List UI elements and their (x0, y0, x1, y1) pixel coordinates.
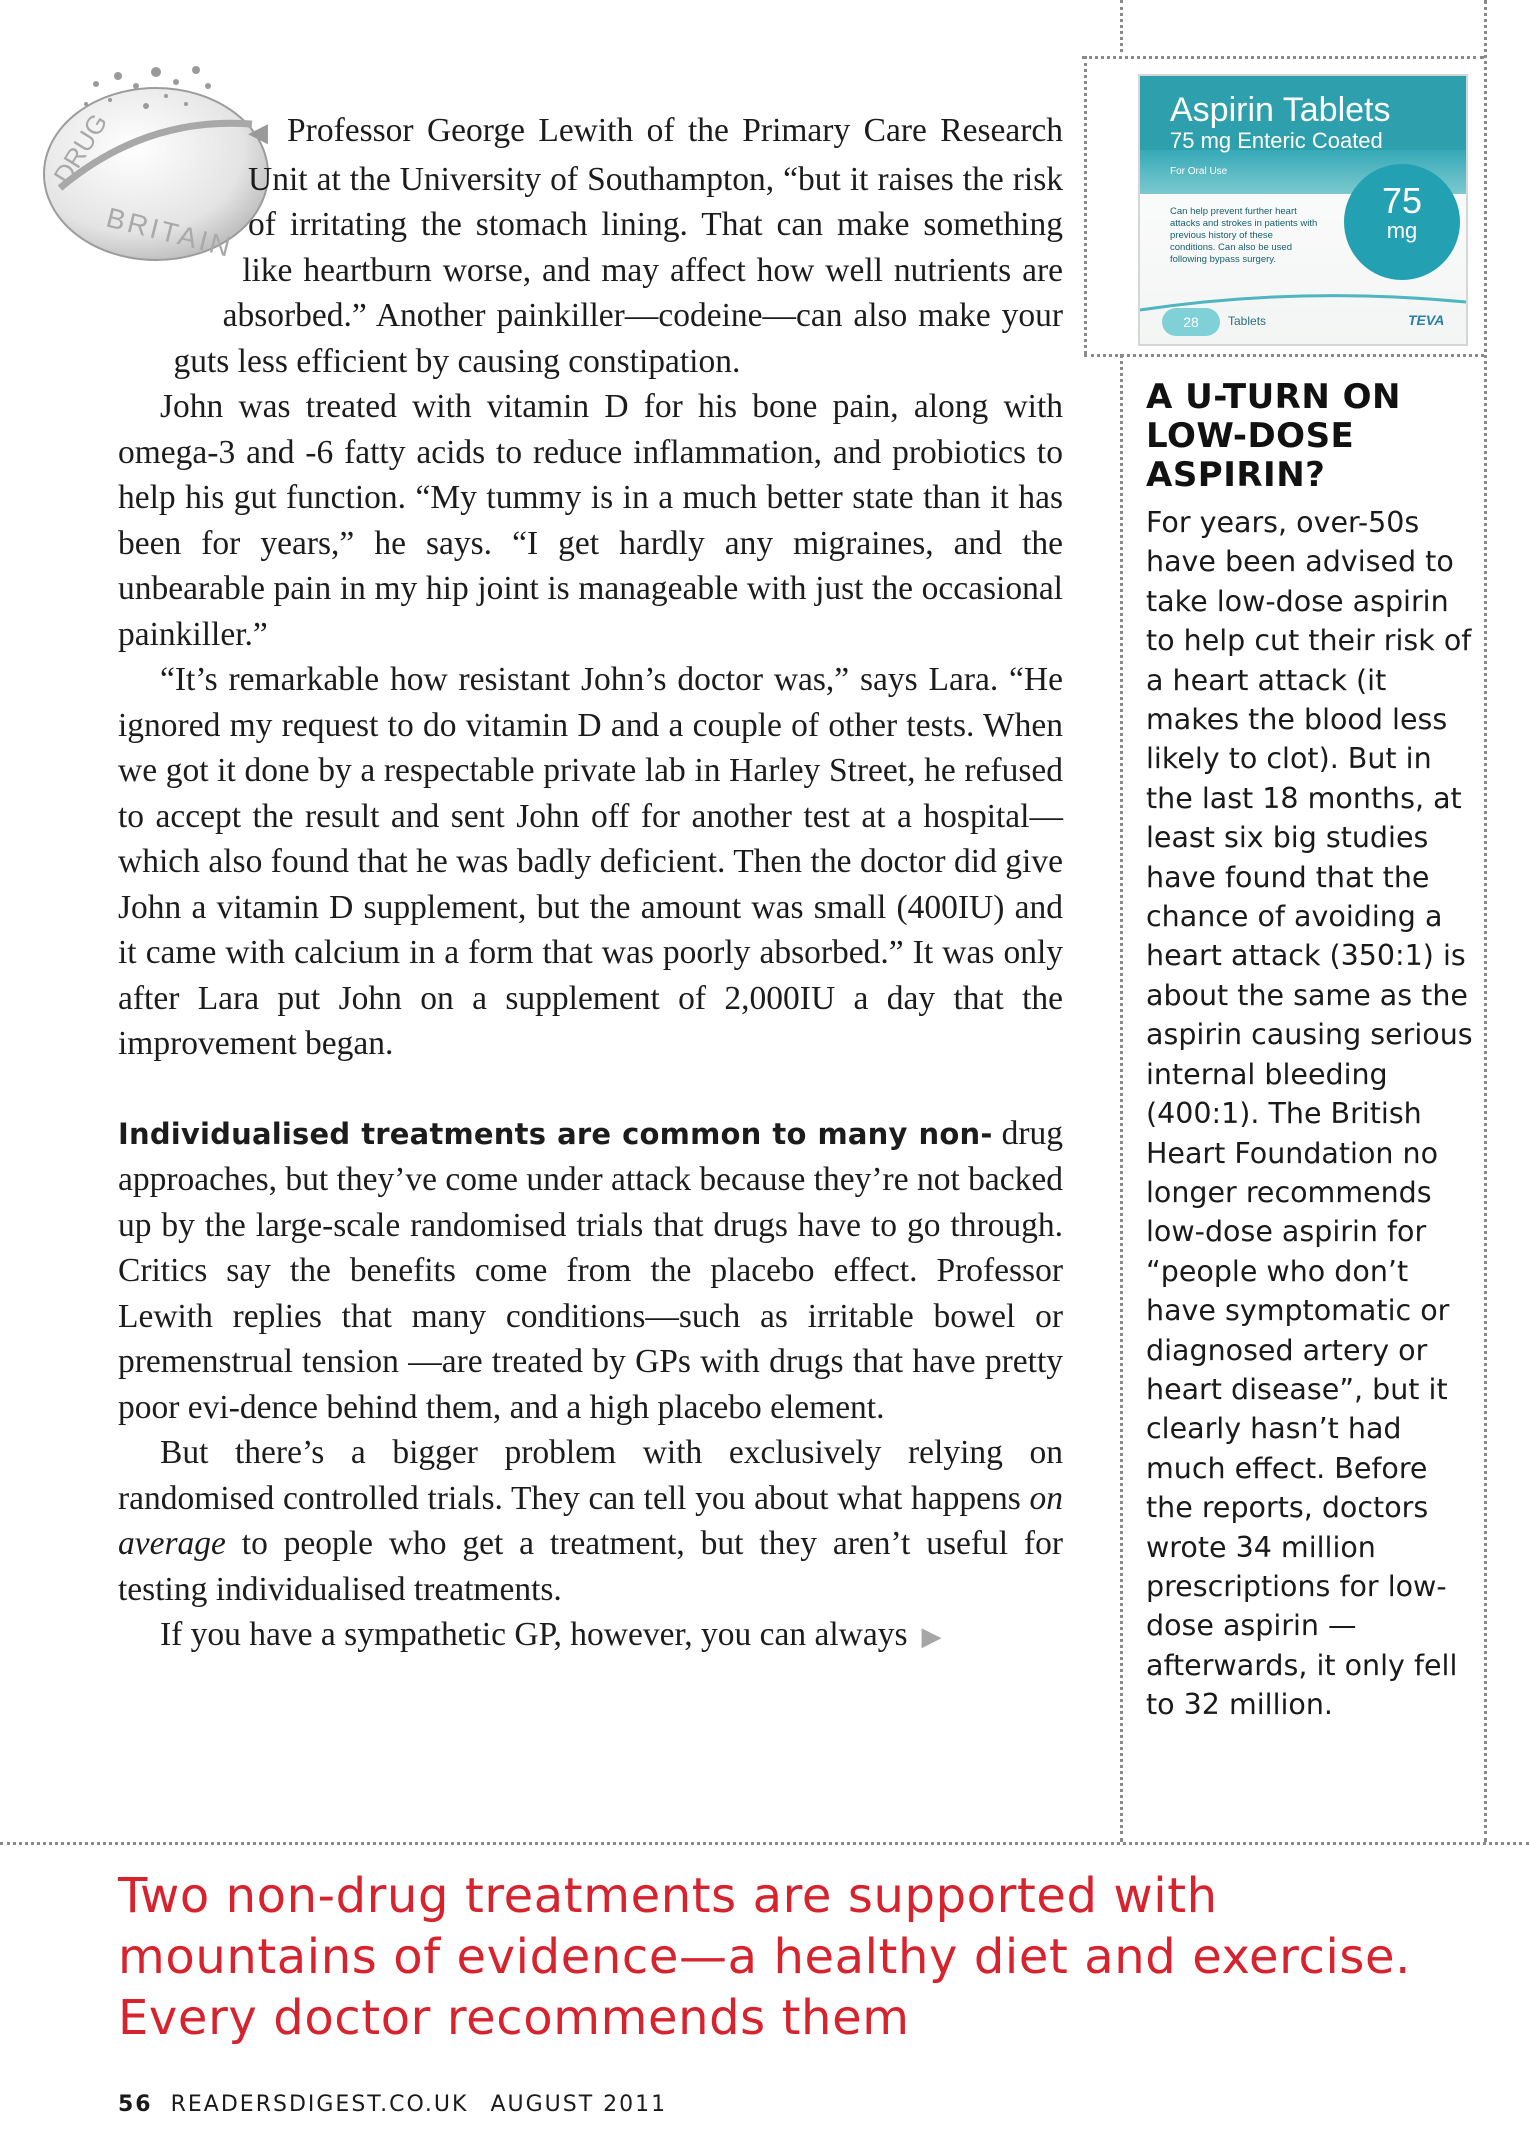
footer-issue: AUGUST 2011 (490, 2092, 668, 2117)
sidebar-heading: A U-TURN ON LOW-DOSE ASPIRIN? (1146, 377, 1402, 495)
article-paragraph-5-before: But there’s a bigger problem with exclusively relying on randomised controlled trials. They can tell you about what happens (118, 1434, 1063, 1517)
aspirin-box-title: Aspirin Tablets (1170, 91, 1391, 129)
article-paragraph-4-text: drug approaches, but they’ve come under attack because they’re not backed up by the large-scale randomised trials that drugs have to go through. Critics say the benefits come from the placebo effect. Professor Lewith replies that many conditions—such as irritable bowel or premenstrual tension —are treated by GPs with drugs that have pretty poor evi-dence behind them, and a high placebo element. (118, 1114, 1064, 1426)
page-number: 56 (118, 2092, 153, 2117)
sidebar-body: For years, over-50s have been advised to take low-dose aspirin to help cut their risk of a heart attack (it makes the blood less likely to clot). But in the last 18 months, at least six big studies have found that the chance of avoiding a heart attack (350:1) is about the same as the aspirin causing serious internal bleeding (400:1). The British Heart Foundation no longer recommends low-dose aspirin for “people who don’t have symptomatic or diagnosed artery or heart disease”, but it clearly hasn’t had much effect. Before the reports, doctors wrote 34 million prescriptions for low-dose aspirin —afterwards, it only fell to 32 million. (1146, 506, 1473, 1722)
pill-text-top: DRUG (47, 108, 114, 190)
article-paragraph-5-after: to people who get a treatment, but they aren’t useful for testing individualised treatments. (118, 1525, 1063, 1608)
box-left-rule (1084, 56, 1087, 354)
continued-from-arrow-icon: ◀ (248, 118, 274, 148)
sidebar-panel (1146, 378, 1476, 1725)
tablet-count-label: Tablets (1228, 314, 1267, 328)
dose-number: 75 (1381, 180, 1423, 221)
article-paragraph-6-text: If you have a sympathetic GP, however, you can always (160, 1616, 908, 1653)
article-paragraph-1-text: Professor George Lewith of the Primary Care Research Unit at the University of Southampton, “but it raises the risk of irritating the stomach lining. That can make something like heartburn worse, and may affect how well nutrients are absorbed.” Another painkiller—codeine—can also make your guts less efficient by causing constipation. (173, 112, 1064, 380)
aspirin-box-photo (1138, 74, 1468, 346)
aspirin-box-claim: Can help prevent further heart attacks and strokes in patients with previous history of these conditions. Can also be used following bypass surgery. (1170, 206, 1318, 265)
article-paragraph-2: John was treated with vitamin D for his bone pain, along with omega-3 and -6 fatty acids to reduce inflammation, and probiotics to help his gut function. “My tummy is in a much better state than it has been for years,” he says. “I get hardly any migraines, and the unbearable pain in my hip joint is manageable with just the occasional painkiller.” (118, 388, 1063, 653)
article-paragraph-3: “It’s remarkable how resistant John’s doctor was,” says Lara. “He ignored my request to do vitamin D and a couple of other tests. When we got it done by a respectable private lab in Harley Street, he refused to accept the result and sent John off for another test at a hospital—which also found that he was badly deficient. Then the doctor did give John a vitamin D supplement, but the amount was small (400IU) and it came with calcium in a form that was poorly absorbed.” It was only after Lara put John on a supplement of 2,000IU a day that the improvement began. (118, 661, 1063, 1062)
article-body (118, 108, 1063, 1661)
aspirin-box-subtitle: 75 mg Enteric Coated (1170, 128, 1383, 153)
far-right-vertical-rule (1484, 0, 1487, 1842)
continued-arrow-icon: ▶ (921, 1622, 942, 1652)
top-right-vertical-rule (1120, 0, 1123, 52)
article-paragraph-5 (118, 1430, 1063, 1612)
tablet-count-badge: 28 (1162, 308, 1220, 336)
dose-unit: mg (1386, 218, 1418, 243)
box-top-rule (1082, 56, 1484, 59)
aspirin-dose-badge (1344, 164, 1460, 280)
box-bottom-rule (1084, 354, 1484, 357)
quote-divider-rule (0, 1842, 1529, 1845)
article-paragraph-5-emphasis: on average (118, 1479, 1063, 1562)
section-lead-in: Individualised treatments are common to many non- (118, 1116, 993, 1151)
pull-quote: Two non-drug treatments are supported with mountains of evidence—a healthy diet and exercise. Every doctor recommends them (118, 1868, 1411, 2046)
page-footer (118, 2092, 667, 2117)
section-gap (118, 1067, 1063, 1111)
pill-text-bottom: BRITAIN (103, 201, 237, 264)
article-paragraph-1 (118, 108, 1063, 384)
aspirin-box-use: For Oral Use (1170, 166, 1228, 177)
footer-site: READERSDIGEST.CO.UK (170, 2092, 469, 2117)
sidebar-left-rule (1120, 354, 1123, 1842)
aspirin-brand-logo: TEVA (1408, 312, 1445, 328)
article-paragraph-4 (118, 1111, 1063, 1431)
article-paragraph-6 (118, 1612, 1063, 1661)
